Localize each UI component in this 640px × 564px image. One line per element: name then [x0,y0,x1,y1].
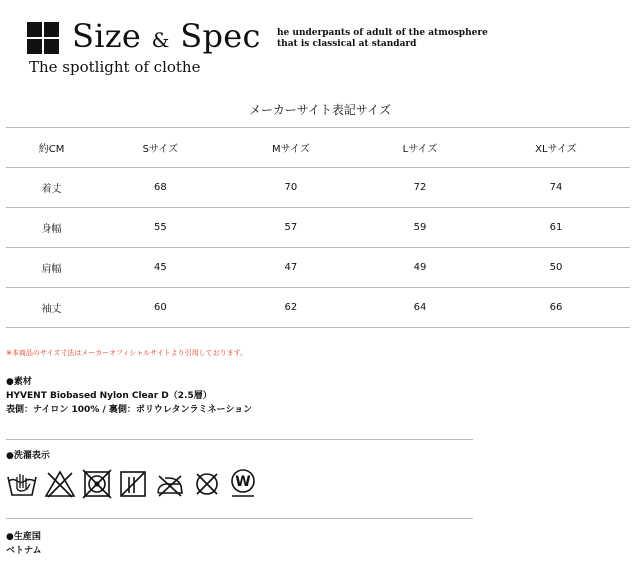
size-table-header-row [6,128,630,168]
table-cell: 72 [358,168,482,208]
table-row [6,248,630,288]
material-heading: ●素材 [6,377,32,387]
drip-dry-icon [118,469,148,499]
table-cell: 49 [358,248,482,288]
brand-logo-mark [27,22,59,54]
table-cell: 70 [224,168,359,208]
header-cell: Lサイズ [358,128,482,168]
table-cell: 57 [224,208,359,248]
table-cell: 45 [97,248,224,288]
brand-title [72,16,261,60]
size-table-title: メーカーサイト表記サイズ [249,103,391,117]
brand-description [277,28,488,50]
header-cell: 約CM [6,128,97,168]
origin-heading: ●生産国 [6,532,41,542]
table-cell: 55 [97,208,224,248]
table-row [6,208,630,248]
table-cell: 66 [482,288,630,328]
table-cell: 61 [482,208,630,248]
table-cell: 59 [358,208,482,248]
table-cell: 74 [482,168,630,208]
brand-tagline: The spotlight of clothe [29,58,201,76]
wet-clean-icon [228,467,258,501]
no-iron-icon [154,469,186,499]
brand-title-main: Size [72,17,142,55]
size-source-note: ※本商品のサイズ寸法はメーカーオフィシャルサイトより引用しております。 [6,349,248,357]
table-cell: 68 [97,168,224,208]
material-line-1: HYVENT Biobased Nylon Clear D（2.5層） [6,391,212,401]
brand-title-end: Spec [180,17,261,55]
header-cell: Mサイズ [224,128,359,168]
care-heading: ●洗濯表示 [6,451,50,461]
table-cell: 50 [482,248,630,288]
size-table [6,127,630,328]
divider [6,439,473,440]
row-label: 肩幅 [6,248,97,288]
wet-clean-letter: W [235,474,251,490]
table-cell: 60 [97,288,224,328]
brand-desc-line-2: that is classical at standard [277,39,417,49]
brand-title-amp: & [151,28,170,52]
care-icons [6,466,258,502]
table-cell: 64 [358,288,482,328]
divider [6,518,473,519]
table-row [6,168,630,208]
table-row [6,288,630,328]
no-tumble-dry-icon [82,469,112,499]
row-label: 身幅 [6,208,97,248]
row-label: 着丈 [6,168,97,208]
material-line-2: 表側：ナイロン 100% / 裏側：ポリウレタンラミネーション [6,405,253,415]
header-cell: XLサイズ [482,128,630,168]
brand-desc-line-1: he underpants of adult of the atmosphere [277,28,488,38]
no-dry-clean-icon [192,469,222,499]
table-cell: 62 [224,288,359,328]
header-cell: Sサイズ [97,128,224,168]
hand-wash-icon [6,469,38,499]
row-label: 袖丈 [6,288,97,328]
no-bleach-icon [44,469,76,499]
origin-value: ベトナム [6,546,42,556]
table-cell: 47 [224,248,359,288]
